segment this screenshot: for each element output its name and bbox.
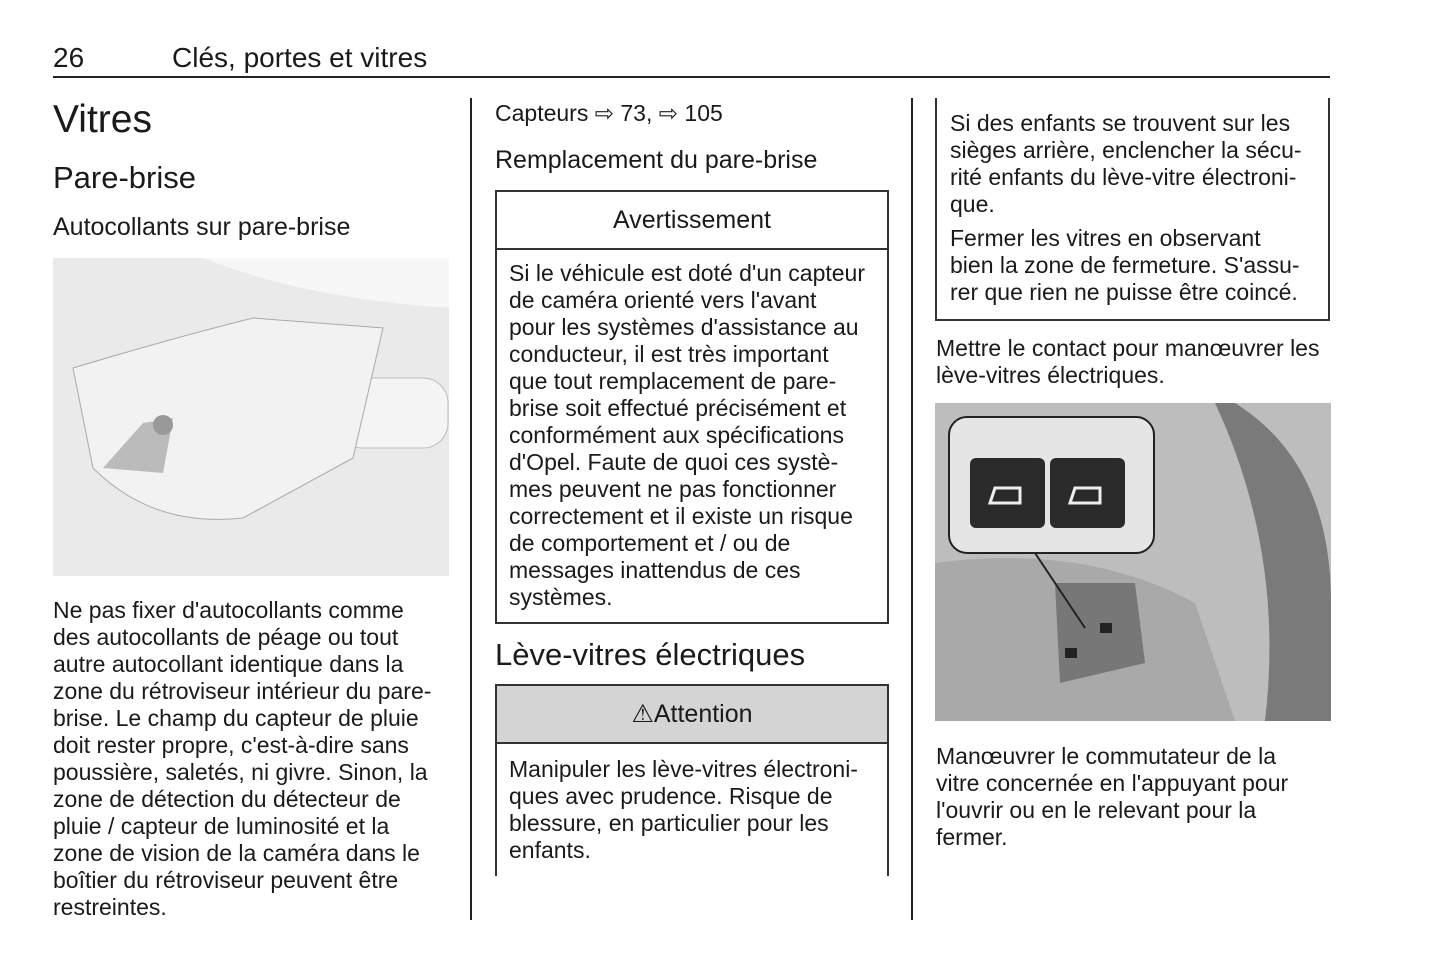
chapter-title: Clés, portes et vitres (172, 42, 428, 73)
column-divider (911, 98, 913, 920)
header-rule (53, 76, 1330, 78)
subsection-heading: Remplacement du pare-brise (495, 146, 818, 174)
stickers-paragraph: Ne pas fixer d'autocollants comme des autocollants de péage ou tout autre autocollant identique dans la zone du rétroviseur intérieur du pare- brise. Le champ du capteur de pluie doit rester propre, c'est-à-dire sans poussière, saletés, ni givre. Sinon, la zone de détection du détecteur de pluie / capteur de luminosité et la zone de vision de la caméra dans le boîtier du rétroviseur peuvent être restreintes. (53, 597, 432, 920)
attention-header (497, 686, 887, 744)
subsection-heading: Autocollants sur pare-brise (53, 213, 351, 241)
attention-box (495, 684, 889, 876)
warning-triangle-icon: ⚠ (631, 700, 654, 728)
window-switch-image (935, 403, 1331, 721)
attention-box-continued (935, 98, 1330, 321)
attention-body: Manipuler les lève-vitres électroni- ques avec prudence. Risque de blessure, en particulier pour les enfants. (509, 756, 858, 863)
attention-body-continued-2: Fermer les vitres en observant bien la zone de fermeture. S'assu- rer que rien ne puisse être coincé. (950, 225, 1300, 305)
switch-operation-paragraph: Manœuvrer le commutateur de la vitre concernée en l'appuyant pour l'ouvrir ou en le relevant pour la fermer. (936, 743, 1289, 850)
ignition-paragraph: Mettre le contact pour manœuvrer les lève-vitres électriques. (936, 335, 1320, 388)
sensors-reference-link[interactable]: Capteurs ⇨ 73, ⇨ 105 (495, 100, 723, 126)
page-title: Vitres (53, 98, 152, 141)
section-heading: Lève-vitres électriques (495, 637, 806, 672)
page-number: 26 (53, 42, 85, 73)
section-heading: Pare-brise (53, 160, 196, 195)
warning-title: Avertissement (497, 192, 887, 250)
windscreen-camera-image (53, 258, 449, 576)
attention-title: Attention (653, 700, 753, 728)
warning-body: Si le véhicule est doté d'un capteur de caméra orienté vers l'avant pour les systèmes d'assistance au conducteur, il est très important que tout remplacement de pare- brise soit effectué précisément et conformément aux spécifications d'Opel. Faute de quoi ces systè- mes peuvent ne pas fonctionner correctement et il existe un risque de comportement et / ou de messages inattendus de ces systèmes. (509, 260, 866, 610)
attention-body-continued: Si des enfants se trouvent sur les sièges arrière, enclencher la sécu- rité enfants du lève-vitre électroni- que. (950, 110, 1302, 217)
warning-box (495, 190, 889, 624)
column-divider (470, 98, 472, 920)
